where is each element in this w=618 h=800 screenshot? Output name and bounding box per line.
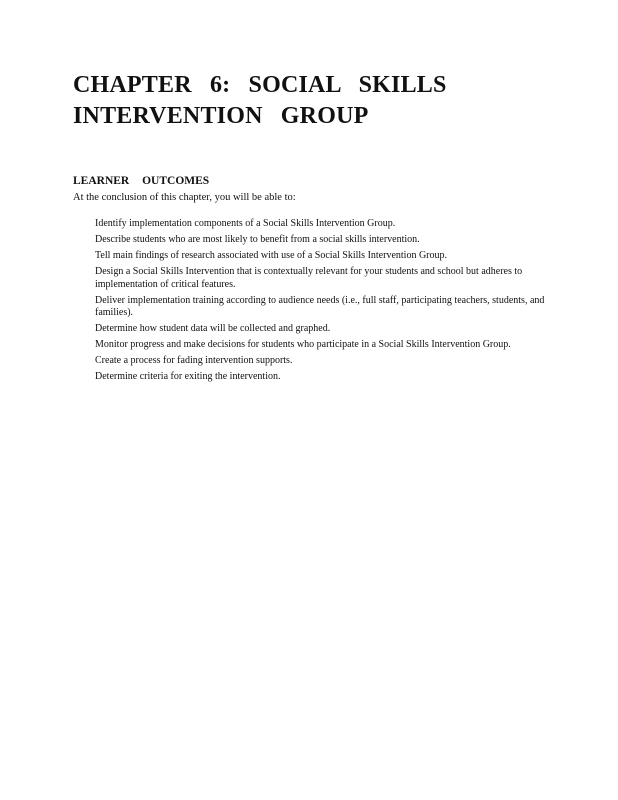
list-item <box>82 218 552 231</box>
list-item <box>82 355 552 368</box>
chapter-title <box>73 70 473 132</box>
outcome-text: Determine criteria for exiting the intervention. <box>95 371 281 382</box>
intro-text: At the conclusion of this chapter, you will be able to: <box>73 192 296 203</box>
outcome-text: Tell main findings of research associated with use of a Social Skills Intervention Group. <box>95 250 447 261</box>
list-item <box>82 295 552 320</box>
list-item <box>82 250 552 263</box>
outcomes-list <box>82 218 552 387</box>
outcome-text: Monitor progress and make decisions for students who participate in a Social Skills Intervention Group. <box>95 339 511 350</box>
list-item <box>82 266 552 291</box>
chapter-title-line-1: CHAPTER 6: SOCIAL SKILLS <box>73 72 447 98</box>
chapter-title-line-2: INTERVENTION GROUP <box>73 103 369 129</box>
outcome-text: Describe students who are most likely to benefit from a social skills intervention. <box>95 234 420 245</box>
outcome-text: Create a process for fading intervention supports. <box>95 355 293 366</box>
outcome-text: Deliver implementation training according to audience needs (i.e., full staff, participating teachers, students, and families). <box>95 294 545 318</box>
outcome-text: Design a Social Skills Intervention that is contextually relevant for your students and school but adheres to implementation of critical features. <box>95 266 523 290</box>
list-item <box>82 371 552 384</box>
list-item <box>82 234 552 247</box>
outcome-text: Identify implementation components of a Social Skills Intervention Group. <box>95 218 396 229</box>
outcome-text: Determine how student data will be collected and graphed. <box>95 323 331 334</box>
list-item <box>82 339 552 352</box>
list-item <box>82 323 552 336</box>
learner-outcomes-heading: LEARNER OUTCOMES <box>73 175 210 187</box>
